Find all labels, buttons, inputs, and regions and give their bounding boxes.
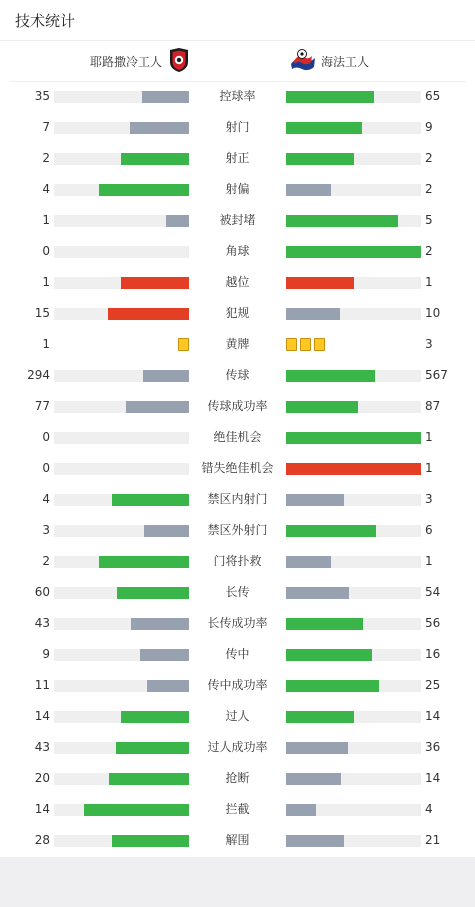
away-bar-track	[286, 246, 421, 258]
home-value: 20	[34, 771, 50, 785]
stat-row	[0, 298, 475, 329]
away-bar	[286, 153, 354, 165]
stat-row	[0, 639, 475, 670]
away-bar	[286, 804, 316, 816]
home-bar	[84, 804, 189, 816]
away-bar	[286, 587, 349, 599]
away-bar-track	[286, 556, 421, 568]
away-bar-track	[286, 525, 421, 537]
away-bar-track	[286, 277, 421, 289]
stat-row	[0, 670, 475, 701]
away-value: 14	[425, 771, 441, 785]
stat-label: 被封堵	[219, 213, 256, 227]
away-bar-track	[286, 153, 421, 165]
stat-label: 拦截	[225, 802, 250, 816]
home-value: 11	[34, 678, 50, 692]
away-value: 2	[425, 244, 433, 258]
away-value: 36	[425, 740, 441, 754]
away-bar-track	[286, 463, 421, 475]
home-value: 2	[42, 151, 50, 165]
home-value: 4	[42, 492, 50, 506]
home-bar-track	[54, 463, 189, 475]
stat-row	[0, 546, 475, 577]
home-bar-track	[54, 618, 189, 630]
home-bar-track	[54, 153, 189, 165]
home-value: 1	[42, 337, 50, 351]
home-bar	[140, 649, 189, 661]
away-value: 1	[425, 430, 433, 444]
stat-label: 过人成功率	[207, 740, 268, 754]
stat-row	[0, 81, 475, 112]
home-bar	[144, 525, 189, 537]
stat-row	[0, 732, 475, 763]
home-bar	[166, 215, 189, 227]
away-bar	[286, 711, 354, 723]
away-bar-track	[286, 494, 421, 506]
home-bar	[108, 308, 189, 320]
stat-label: 射正	[225, 151, 250, 165]
section-title: 技术统计	[15, 12, 76, 30]
home-bar-track	[54, 308, 189, 320]
home-bar-track	[54, 835, 189, 847]
stat-row	[0, 205, 475, 236]
home-bar-track	[54, 184, 189, 196]
home-bar-track	[54, 804, 189, 816]
away-bar	[286, 91, 374, 103]
yellow-card-icon	[314, 338, 325, 351]
away-bar-track	[286, 773, 421, 785]
home-bar	[121, 711, 189, 723]
stat-label: 错失绝佳机会	[201, 461, 274, 475]
stat-row	[0, 794, 475, 825]
away-bar-track	[286, 370, 421, 382]
stat-row	[0, 391, 475, 422]
stat-label: 抢断	[225, 771, 250, 785]
home-value: 0	[42, 430, 50, 444]
divider	[0, 40, 475, 41]
away-value: 5	[425, 213, 433, 227]
away-value: 54	[425, 585, 441, 599]
home-value: 14	[34, 802, 50, 816]
stat-row	[0, 763, 475, 794]
away-bar	[286, 122, 362, 134]
stat-label: 角球	[225, 244, 250, 258]
away-value: 56	[425, 616, 441, 630]
away-bar	[286, 680, 379, 692]
away-bar	[286, 432, 421, 444]
stat-label: 传中成功率	[207, 678, 268, 692]
stat-row	[0, 174, 475, 205]
stat-label: 长传成功率	[207, 616, 268, 630]
home-bar-track	[54, 277, 189, 289]
home-value: 4	[42, 182, 50, 196]
home-value: 15	[34, 306, 50, 320]
home-bar	[99, 184, 189, 196]
away-bar	[286, 835, 344, 847]
home-bar	[126, 401, 189, 413]
home-value: 43	[34, 616, 50, 630]
home-value: 9	[42, 647, 50, 661]
away-bar	[286, 308, 340, 320]
stat-row	[0, 825, 475, 856]
stat-row	[0, 608, 475, 639]
away-value: 3	[425, 337, 433, 351]
away-value: 25	[425, 678, 441, 692]
home-bar	[112, 835, 189, 847]
away-bar-track	[286, 184, 421, 196]
stats-list	[0, 81, 475, 856]
home-bar-track	[54, 525, 189, 537]
home-bar	[142, 91, 189, 103]
away-value: 4	[425, 802, 433, 816]
away-bar-track	[286, 804, 421, 816]
away-bar-track	[286, 742, 421, 754]
stat-label: 解围	[225, 833, 250, 847]
home-value: 14	[34, 709, 50, 723]
stat-label: 门将扑救	[213, 554, 262, 568]
away-bar	[286, 773, 341, 785]
home-bar	[121, 277, 189, 289]
stat-row	[0, 422, 475, 453]
home-bar	[117, 587, 189, 599]
stat-row	[0, 236, 475, 267]
home-bar-track	[54, 370, 189, 382]
away-value: 2	[425, 182, 433, 196]
away-bar-track	[286, 711, 421, 723]
stat-label: 黄牌	[225, 337, 250, 351]
away-bar	[286, 649, 372, 661]
stat-row	[0, 577, 475, 608]
stat-label: 犯规	[225, 306, 250, 320]
home-value: 77	[34, 399, 50, 413]
away-value: 3	[425, 492, 433, 506]
home-bar-track	[54, 401, 189, 413]
home-bar-track	[54, 587, 189, 599]
stat-label: 越位	[225, 275, 250, 289]
away-value: 21	[425, 833, 441, 847]
home-value: 7	[42, 120, 50, 134]
home-bar	[130, 122, 189, 134]
stat-label: 绝佳机会	[213, 430, 262, 444]
away-bar	[286, 277, 354, 289]
away-bar-track	[286, 587, 421, 599]
away-value: 567	[425, 368, 448, 382]
home-value: 35	[34, 89, 50, 103]
home-bar	[112, 494, 189, 506]
home-bar	[121, 153, 189, 165]
away-bar-track	[286, 401, 421, 413]
away-value: 2	[425, 151, 433, 165]
home-bar-track	[54, 556, 189, 568]
away-value: 87	[425, 399, 441, 413]
home-value: 1	[42, 275, 50, 289]
home-bar	[131, 618, 189, 630]
home-bar	[109, 773, 189, 785]
home-value: 28	[34, 833, 50, 847]
stat-label: 射门	[225, 120, 250, 134]
stat-label: 禁区外射门	[207, 523, 268, 537]
away-value: 16	[425, 647, 441, 661]
away-bar	[286, 463, 421, 475]
home-bar-track	[54, 711, 189, 723]
away-value: 1	[425, 554, 433, 568]
away-bar-track	[286, 680, 421, 692]
home-value: 2	[42, 554, 50, 568]
home-value: 1	[42, 213, 50, 227]
home-value: 60	[34, 585, 50, 599]
away-bar	[286, 525, 376, 537]
home-bar-track	[54, 215, 189, 227]
away-value: 14	[425, 709, 441, 723]
home-bar	[143, 370, 189, 382]
home-bar-track	[54, 680, 189, 692]
home-bar-track	[54, 773, 189, 785]
stat-row	[0, 112, 475, 143]
stat-row	[0, 484, 475, 515]
stat-label: 射偏	[225, 182, 250, 196]
home-bar	[116, 742, 189, 754]
home-value: 0	[42, 244, 50, 258]
yellow-card-icon	[300, 338, 311, 351]
away-value: 9	[425, 120, 433, 134]
away-bar-track	[286, 308, 421, 320]
stat-label: 禁区内射门	[207, 492, 268, 506]
home-bar-track	[54, 649, 189, 661]
away-team-header	[290, 48, 369, 74]
away-bar-track	[286, 91, 421, 103]
away-bar	[286, 184, 331, 196]
away-bar	[286, 246, 421, 258]
home-team-name: 耶路撒冷工人	[90, 54, 163, 69]
away-bar	[286, 556, 331, 568]
home-value: 43	[34, 740, 50, 754]
away-club-crest-icon	[290, 48, 316, 75]
away-value: 1	[425, 461, 433, 475]
stat-label: 长传	[225, 585, 250, 599]
away-bar	[286, 215, 398, 227]
home-bar-track	[54, 122, 189, 134]
away-value: 10	[425, 306, 441, 320]
stat-row	[0, 515, 475, 546]
away-value: 1	[425, 275, 433, 289]
home-bar-track	[54, 246, 189, 258]
yellow-card-icon	[286, 338, 297, 351]
home-bar-track	[54, 494, 189, 506]
away-bar-track	[286, 215, 421, 227]
away-bar-track	[286, 649, 421, 661]
away-value: 6	[425, 523, 433, 537]
yellow-card-icon	[178, 338, 189, 351]
home-value: 0	[42, 461, 50, 475]
stat-label: 传球	[225, 368, 250, 382]
stat-label: 控球率	[219, 89, 256, 103]
away-bar	[286, 618, 363, 630]
home-bar-track	[54, 432, 189, 444]
away-yellow-cards	[286, 338, 325, 351]
stat-row	[0, 143, 475, 174]
stat-row	[0, 360, 475, 391]
away-bar-track	[286, 122, 421, 134]
stat-row	[0, 267, 475, 298]
away-bar	[286, 494, 344, 506]
stat-row	[0, 701, 475, 732]
home-bar-track	[54, 91, 189, 103]
home-team-header	[90, 48, 191, 74]
away-bar-track	[286, 432, 421, 444]
stat-row	[0, 453, 475, 484]
home-bar	[147, 680, 189, 692]
home-value: 294	[27, 368, 50, 382]
away-bar-track	[286, 618, 421, 630]
stat-label: 过人	[225, 709, 250, 723]
home-bar-track	[54, 742, 189, 754]
stat-row	[0, 329, 475, 360]
home-bar	[99, 556, 189, 568]
away-bar	[286, 742, 348, 754]
home-yellow-cards	[178, 338, 189, 351]
stat-label: 传中	[225, 647, 250, 661]
away-bar	[286, 401, 358, 413]
home-value: 3	[42, 523, 50, 537]
away-bar-track	[286, 835, 421, 847]
away-team-name: 海法工人	[321, 54, 370, 69]
away-value: 65	[425, 89, 441, 103]
stat-label: 传球成功率	[207, 399, 268, 413]
away-bar	[286, 370, 375, 382]
home-club-crest-icon	[167, 47, 191, 76]
